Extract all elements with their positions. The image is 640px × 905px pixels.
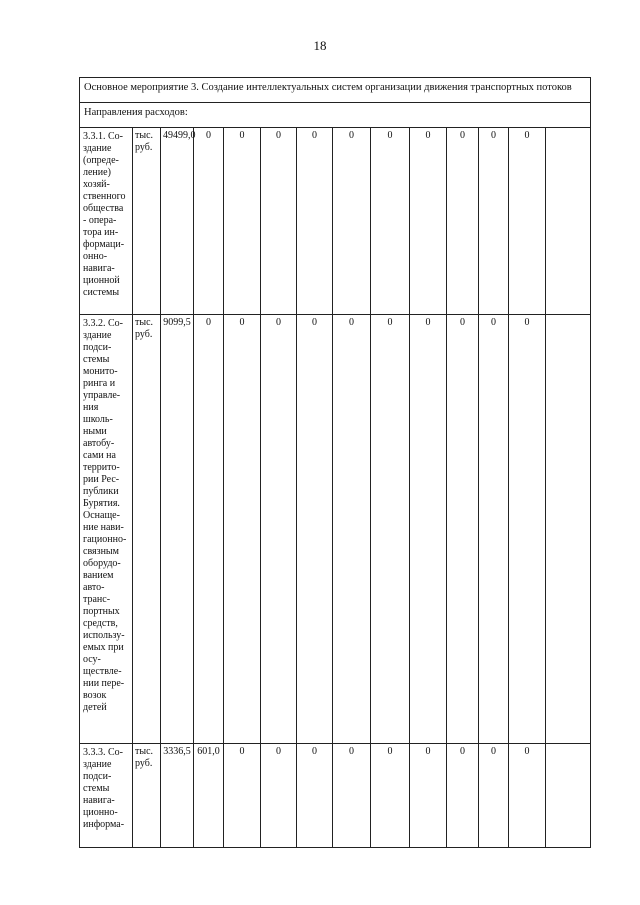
- value-cell: [546, 744, 591, 848]
- value-cell: 0: [261, 315, 297, 744]
- value-cell: 0: [333, 128, 371, 315]
- value-cell: 0: [447, 744, 479, 848]
- table-row: [80, 315, 591, 744]
- value-cell: 0: [224, 315, 261, 744]
- value-cell: [546, 315, 591, 744]
- main-event-row: [80, 78, 591, 103]
- row-name: 3.3.1. Со- здание (опреде- ление) хозяй- ственного общества - опера- тора ин- формаци- онно- навига- ционной системы: [83, 131, 126, 298]
- value-cell: 0: [371, 744, 410, 848]
- value-cell: 0: [410, 315, 447, 744]
- value-cell: 601,0: [194, 744, 224, 848]
- unit-cell: тыс. руб.: [133, 315, 161, 744]
- value-cell: 0: [261, 128, 297, 315]
- value-cell: 0: [479, 128, 509, 315]
- table-row: [80, 744, 591, 848]
- value-cell: 0: [410, 744, 447, 848]
- expense-directions-row: [80, 103, 591, 128]
- value-cell: 3336,5: [161, 744, 194, 848]
- funding-table: [79, 77, 591, 848]
- value-cell: [546, 128, 591, 315]
- value-cell: 0: [297, 744, 333, 848]
- value-cell: 0: [479, 744, 509, 848]
- row-name: 3.3.2. Со- здание подси- стемы монито- ринга и управле- ния школь- ными автобу- сами на террито- рии Рес- публики Бурятия. Оснаще- ние нави- гационно- связным оборудо- ванием авто- транс- портных средств, использу- емых при осу- ществле- нии пере- возок детей: [83, 318, 127, 713]
- row-name-cell: [80, 315, 133, 744]
- expense-directions-label: Направления расходов:: [80, 103, 591, 128]
- value-cell: 0: [297, 128, 333, 315]
- table-row: [80, 128, 591, 315]
- row-name-cell: [80, 128, 133, 315]
- value-cell: 0: [447, 128, 479, 315]
- main-event-title: Основное мероприятие 3. Создание интеллектуальных систем организации движения транспортных потоков: [80, 78, 591, 103]
- unit-cell: тыс. руб.: [133, 744, 161, 848]
- value-cell: 0: [447, 315, 479, 744]
- value-cell: 0: [194, 315, 224, 744]
- value-cell: 49499,0: [161, 128, 194, 315]
- value-cell: 0: [297, 315, 333, 744]
- value-cell: 0: [479, 315, 509, 744]
- value-cell: 0: [194, 128, 224, 315]
- value-cell: 0: [224, 744, 261, 848]
- value-cell: 0: [333, 315, 371, 744]
- value-cell: 0: [509, 128, 546, 315]
- value-cell: 0: [333, 744, 371, 848]
- value-cell: 0: [509, 315, 546, 744]
- row-name: 3.3.3. Со- здание подси- стемы навига- ционно- информа-: [83, 747, 125, 830]
- row-name-cell: [80, 744, 133, 848]
- value-cell: 0: [509, 744, 546, 848]
- value-cell: 0: [410, 128, 447, 315]
- unit-cell: тыс. руб.: [133, 128, 161, 315]
- value-cell: 0: [224, 128, 261, 315]
- value-cell: 0: [261, 744, 297, 848]
- value-cell: 9099,5: [161, 315, 194, 744]
- value-cell: 0: [371, 315, 410, 744]
- page-number: 18: [313, 38, 327, 53]
- value-cell: 0: [371, 128, 410, 315]
